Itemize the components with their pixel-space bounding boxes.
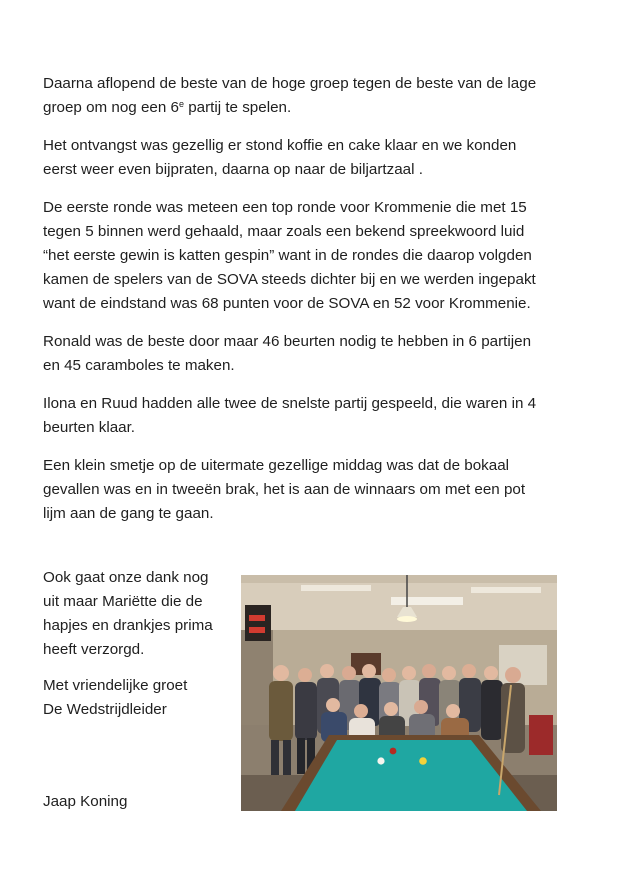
text-line: eerst weer even bijpraten, daarna op naar de biljartzaal .: [43, 161, 423, 178]
text-line: heeft verzorgd.: [43, 641, 145, 658]
text-span: partij te spelen.: [183, 99, 292, 116]
text-line: tegen 5 binnen werd gehaald, maar zoals een bekend spreekwoord luid: [43, 223, 525, 240]
text-line: Ilona en Ruud hadden alle twee de snelste partij gespeeld, die waren in 4: [43, 395, 537, 412]
text-line: Met vriendelijke groet: [43, 677, 188, 694]
text-line: kamen de spelers van de SOVA steeds dichter bij en we werden ingepakt: [43, 271, 536, 288]
billiard-room-illustration: [241, 575, 557, 811]
signature: Jaap Koning: [43, 793, 128, 810]
text-span: groep om nog een 6: [43, 99, 179, 116]
text-line: want de eindstand was 68 punten voor de SOVA en 52 voor Krommenie.: [43, 295, 531, 312]
paragraph-2: [43, 134, 603, 182]
paragraph-4: [43, 330, 603, 378]
text-line: lijm aan de gang te gaan.: [43, 505, 214, 522]
text-line: De eerste ronde was meteen een top ronde voor Krommenie die met 15: [43, 199, 527, 216]
paragraph-3: [43, 196, 603, 316]
text-line: Ronald was de beste door maar 46 beurten nodig te hebben in 6 partijen: [43, 333, 532, 350]
text-line: [43, 96, 603, 120]
paragraph-5: [43, 392, 603, 440]
text-line: Ook gaat onze dank nog: [43, 569, 209, 586]
superscript: e: [178, 99, 184, 109]
thanks-paragraph: [43, 566, 243, 662]
group-photo: [241, 575, 557, 811]
text-line: Daarna aflopend de beste van de hoge groep tegen de beste van de lage: [43, 75, 537, 92]
text-line: beurten klaar.: [43, 419, 136, 436]
text-line: Een klein smetje op de uitermate gezellige middag was dat de bokaal: [43, 457, 510, 474]
text-line: De Wedstrijdleider: [43, 701, 167, 718]
text-line: hapjes en drankjes prima: [43, 617, 213, 634]
paragraph-1: [43, 72, 603, 120]
text-line: en 45 caramboles te maken.: [43, 357, 235, 374]
paragraph-6: [43, 454, 603, 526]
text-line: “het eerste gewin is katten gespin” want in de rondes die daarop volgden: [43, 247, 532, 264]
text-line: gevallen was en in tweeën brak, het is aan de winnaars om met een pot: [43, 481, 526, 498]
text-line: Het ontvangst was gezellig er stond koffie en cake klaar en we konden: [43, 137, 517, 154]
closing-block: [43, 566, 243, 734]
text-line: uit maar Mariëtte die de: [43, 593, 203, 610]
greeting-paragraph: [43, 674, 243, 722]
document-body: [43, 72, 603, 540]
